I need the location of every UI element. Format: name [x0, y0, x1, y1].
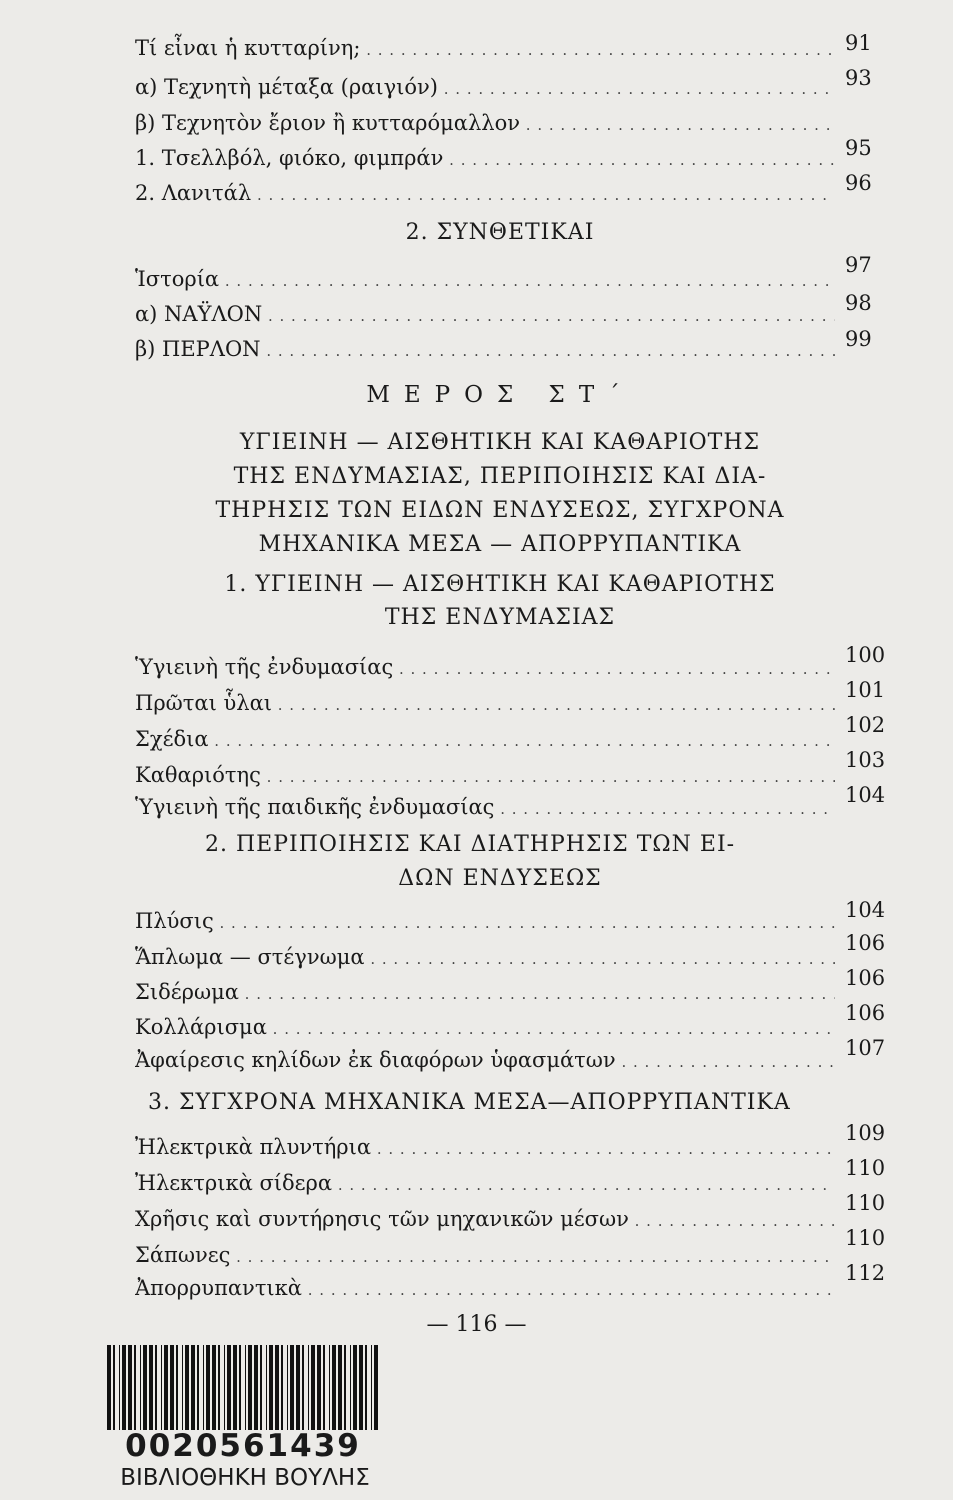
- part-title-line: ΜΗΧΑΝΙΚΑ ΜΕΣΑ — ΑΠΟΡΡΥΠΑΝΤΙΚΑ: [258, 532, 742, 557]
- toc-entry: Σχέδια . . .: [135, 724, 835, 754]
- toc-entry: Ὑγιεινὴ τῆς παιδικῆς ἐνδυμασίας . . .: [135, 792, 835, 822]
- toc-entry: Ἅπλωμα — στέγνωμα . . .: [135, 942, 835, 972]
- toc-entry: Ἠλεκτρικὰ σίδερα . . .: [135, 1168, 835, 1198]
- toc-entry: Σιδέρωμα . . .: [135, 977, 835, 1007]
- toc-page-number: 112: [845, 1261, 886, 1285]
- page-number: — 116 —: [426, 1312, 527, 1337]
- toc-entry: Ἱστορία . . .: [135, 264, 835, 294]
- toc-page-number: 110: [845, 1156, 886, 1180]
- toc-entry: 1. Τσελλβόλ, φιόκο, φιμπράν . . .: [135, 143, 835, 173]
- part-title-line: ΥΓΙΕΙΝΗ — ΑΙΣΘΗΤΙΚΗ ΚΑΙ ΚΑΘΑΡΙΟΤΗΣ: [239, 430, 761, 455]
- toc-page-number: 104: [845, 783, 886, 807]
- toc-page-number: 106: [845, 931, 886, 955]
- section-heading: 3. ΣΥΓΧΡΟΝΑ ΜΗΧΑΝΙΚΑ ΜΕΣΑ—ΑΠΟΡΡΥΠΑΝΤΙΚΑ: [148, 1090, 791, 1115]
- section-heading: 2. ΠΕΡΙΠΟΙΗΣΙΣ ΚΑΙ ΔΙΑΤΗΡΗΣΙΣ ΤΩΝ ΕΙ-: [205, 832, 736, 857]
- part-heading: ΜΕΡΟΣ ΣΤ΄: [366, 382, 634, 408]
- section-heading: ΤΗΣ ΕΝΔΥΜΑΣΙΑΣ: [384, 605, 616, 630]
- section-heading: 2. ΣΥΝΘΕΤΙΚΑΙ: [405, 220, 595, 245]
- toc-page-number: 98: [845, 291, 872, 315]
- toc-page-number: 101: [845, 678, 886, 702]
- toc-entry: Ὑγιεινὴ τῆς ἐνδυμασίας . . .: [135, 652, 835, 682]
- toc-entry: α) Τεχνητὴ μέταξα (ραιγιόν) . . .: [135, 72, 835, 102]
- toc-entry: β) ΠΕΡΛΟΝ . . .: [135, 334, 835, 364]
- toc-page-number: 99: [845, 327, 872, 351]
- part-title-line: ΤΗΣ ΕΝΔΥΜΑΣΙΑΣ, ΠΕΡΙΠΟΙΗΣΙΣ ΚΑΙ ΔΙΑ-: [233, 464, 767, 489]
- part-title-line: ΤΗΡΗΣΙΣ ΤΩΝ ΕΙΔΩΝ ΕΝΔΥΣΕΩΣ, ΣΥΓΧΡΟΝΑ: [215, 498, 785, 523]
- toc-page-number: 97: [845, 253, 872, 277]
- barcode: [107, 1345, 379, 1430]
- toc-entry: β) Τεχνητὸν ἔριον ἢ κυτταρόμαλλον . . .: [135, 108, 835, 138]
- toc-page-number: 106: [845, 1001, 886, 1025]
- toc-entry: Πρῶται ὗλαι . . .: [135, 688, 835, 718]
- library-label: ΒΙΒΛΙΟΘΗΚΗ ΒΟΥΛΗΣ: [120, 1465, 370, 1491]
- toc-page-number: 100: [845, 643, 886, 667]
- toc-page-number: 109: [845, 1121, 886, 1145]
- toc-entry: Σάπωνες . . .: [135, 1240, 835, 1270]
- toc-page-number: 103: [845, 748, 886, 772]
- section-heading: ΔΩΝ ΕΝΔΥΣΕΩΣ: [398, 866, 602, 891]
- toc-entry: Ἀφαίρεσις κηλίδων ἐκ διαφόρων ὑφασμάτων . . .: [135, 1045, 835, 1075]
- barcode-number: 0020561439: [125, 1428, 361, 1464]
- toc-page-number: 91: [845, 31, 872, 55]
- toc-page-number: 104: [845, 898, 886, 922]
- toc-page-number: 95: [845, 136, 872, 160]
- toc-entry: α) ΝΑΫΛΟΝ . . .: [135, 299, 835, 329]
- toc-entry: Χρῆσις καὶ συντήρησις τῶν μηχανικῶν μέσων . . .: [135, 1204, 835, 1234]
- toc-page-number: 110: [845, 1191, 886, 1215]
- toc-entry: Κολλάρισμα . . .: [135, 1012, 835, 1042]
- toc-page-number: 110: [845, 1226, 886, 1250]
- section-heading: 1. ΥΓΙΕΙΝΗ — ΑΙΣΘΗΤΙΚΗ ΚΑΙ ΚΑΘΑΡΙΟΤΗΣ: [224, 572, 776, 597]
- toc-page-number: 106: [845, 966, 886, 990]
- toc-page-number: 96: [845, 171, 872, 195]
- toc-entry: Ἀπορρυπαντικὰ . . .: [135, 1273, 835, 1303]
- toc-entry: Ἠλεκτρικὰ πλυντήρια . . .: [135, 1132, 835, 1162]
- toc-page-number: 107: [845, 1036, 886, 1060]
- toc-page-number: 93: [845, 66, 872, 90]
- toc-entry: Τί εἶναι ἡ κυτταρίνη; . . .: [135, 33, 835, 63]
- toc-entry: Πλύσις . . .: [135, 906, 835, 936]
- toc-entry: Καθαριότης . . .: [135, 760, 835, 790]
- toc-entry: 2. Λανιτάλ . . .: [135, 178, 835, 208]
- toc-page-number: 102: [845, 713, 886, 737]
